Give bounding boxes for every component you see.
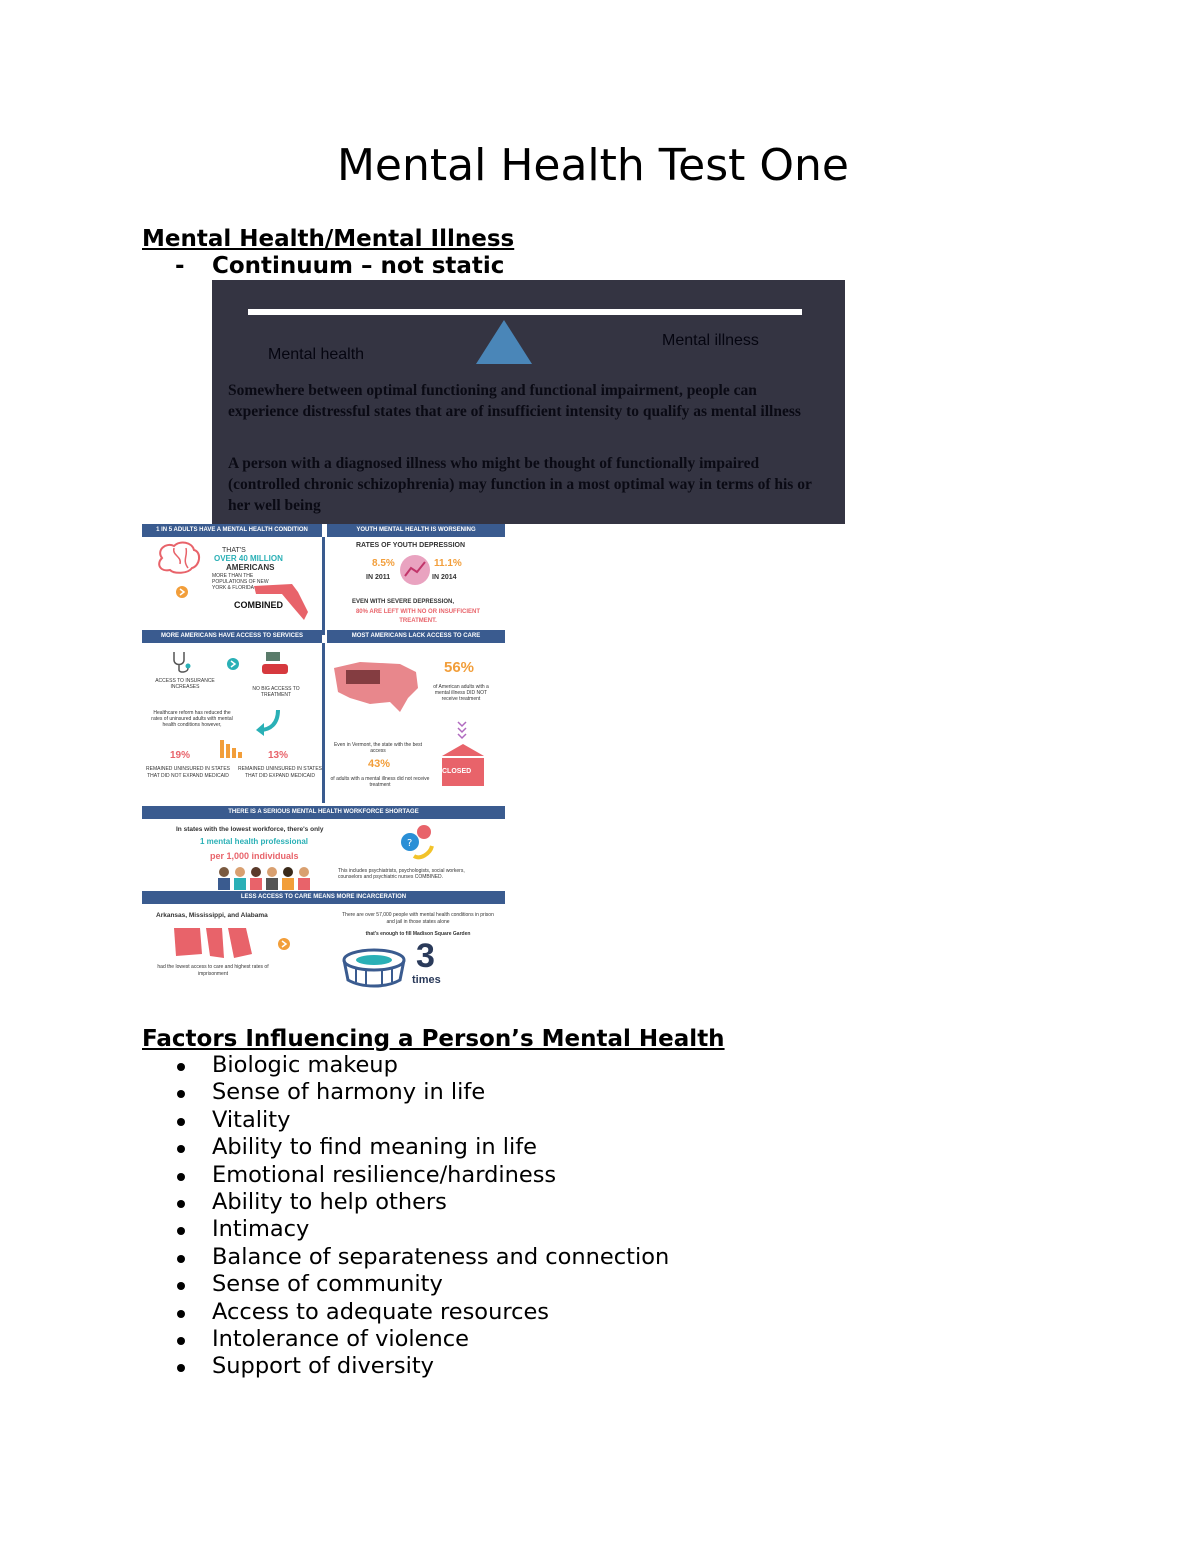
dash-bullet: - [175,253,185,279]
column-divider [322,537,325,635]
band-access: MORE AMERICANS HAVE ACCESS TO SERVICES [142,630,322,643]
pct-43-text: of adults with a mental illness did not receive treatment [330,776,430,788]
us-map-icon [330,658,422,720]
rates-title: RATES OF YOUTH DEPRESSION [356,542,466,549]
pct-43: 43% [368,758,391,770]
list-item: Sense of harmony in life [175,1079,669,1106]
continuum-paragraph-1: Somewhere between optimal functioning and functional impairment, people can experience distressful states that are of insufficient intensity to qualify as mental illness [228,382,801,420]
incarceration-text: There are over 57,000 people with mental health conditions in prison and jail in those states alone [342,912,494,925]
list-item: Vitality [175,1107,669,1134]
mental-health-infographic [142,524,505,990]
no-access-text: NO BIG ACCESS TO TREATMENT [252,686,300,698]
thats-text: THAT'S [222,547,246,554]
over-40-million: OVER 40 MILLION [214,554,283,563]
band-youth: YOUTH MENTAL HEALTH IS WORSENING [327,524,505,537]
untreated-text: 80% ARE LEFT WITH NO OR INSUFFICIENT TREATMENT. [355,609,481,624]
list-item: Biologic makeup [175,1052,669,1079]
continuum-label: Continuum – not static [212,253,505,279]
states-note: had the lowest access to care and highest rates of imprisonment [157,964,269,977]
band-lack-access: MOST AMERICANS LACK ACCESS TO CARE [327,630,505,643]
rate-2011: 8.5% [372,558,395,569]
list-item: Support of diversity [175,1353,669,1380]
rate-2014-year: IN 2014 [432,574,457,581]
florida-map-icon [252,582,312,622]
arrow-circle-icon [278,938,290,950]
three-number: 3 [416,937,435,975]
band-workforce: THERE IS A SERIOUS MENTAL HEALTH WORKFORCE SHORTAGE [142,806,505,819]
states-text: Arkansas, Mississippi, and Alabama [156,912,268,919]
pct-13: 13% [268,750,289,761]
brain-icon [154,540,202,576]
severe-text: EVEN WITH SEVERE DEPRESSION, [352,599,455,605]
people-group-icon [214,864,314,890]
best-access-text: Even in Vermont, the state with the best access [333,742,423,754]
rate-2011-year: IN 2011 [366,574,391,581]
list-item: Sense of community [175,1271,669,1298]
list-item: Emotional resilience/hardiness [175,1162,669,1189]
includes-text: This includes psychiatrists, psychologists, social workers, counselors and psychiatric nurses COMBINED. [338,868,465,880]
more-than-text: MORE THAN THE POPULATIONS OF NEW YORK & FLORIDA [212,573,269,591]
per-1000-text: per 1,000 individuals [210,851,299,861]
continuum-slide [212,280,845,524]
trend-up-icon [399,554,431,586]
band-adults: 1 IN 5 ADULTS HAVE A MENTAL HEALTH CONDITION [142,524,322,537]
stadium-icon [342,942,406,988]
continuum-paragraph-2: A person with a diagnosed illness who might be thought of functionally impaired (controlled chronic schizophrenia) may function in a most optimal way in terms of his or her well being [228,455,812,514]
section-heading-mental-health: Mental Health/Mental Illness [142,226,515,252]
factors-list [175,1052,669,1381]
arrow-circle-icon [176,586,188,598]
fulcrum-triangle-icon [474,318,534,366]
rate-2014: 11.1% [434,558,462,569]
pct-56: 56% [444,659,475,676]
closed-sign-icon [438,742,488,788]
mental-illness-label: Mental illness [662,332,759,349]
pct-19-text: REMAINED UNINSURED IN STATES THAT DID NOT EXPAND MEDICAID [146,766,230,779]
msg-text: that's enough to fill Madison Square Garden [365,931,471,937]
bar-chart-icon [218,736,248,760]
continuum-bar [248,309,802,315]
document-title: Mental Health Test One [336,140,850,191]
workforce-line: In states with the lowest workforce, there's only [176,826,324,833]
list-item: Access to adequate resources [175,1299,669,1326]
continuum-list-item [175,253,504,279]
pct-56-text: of American adults with a mental illness DID NOT receive treatment [433,684,489,702]
list-item: Ability to find meaning in life [175,1134,669,1161]
curved-arrow-icon [254,708,282,736]
pct-19: 19% [170,750,191,761]
list-item: Intimacy [175,1216,669,1243]
stethoscope-icon [170,650,192,674]
combined-text: COMBINED [234,600,283,610]
band-incarceration: LESS ACCESS TO CARE MEANS MORE INCARCERATION [142,891,505,904]
times-text: times [412,974,441,986]
southern-states-map-icon [170,924,256,960]
section-heading-factors: Factors Influencing a Person’s Mental Health [142,1026,725,1052]
chevron-down-icon [456,720,468,740]
closed-text: CLOSED [442,768,472,775]
arrow-circle-icon [227,658,239,670]
mental-health-label: Mental health [268,346,365,363]
reform-note: Healthcare reform has reduced the rates of uninsured adults with mental health conditions however, [151,710,233,728]
americans-text: AMERICANS [226,563,275,572]
access-insurance-text: ACCESS TO INSURANCE INCREASES [155,678,215,690]
professional-text: 1 mental health professional [200,837,309,846]
list-item: Balance of separateness and connection [175,1244,669,1271]
column-divider [322,643,325,803]
pct-13-text: REMAINED UNINSURED IN STATES THAT DID EXPAND MEDICAID [238,766,322,779]
list-item: Ability to help others [175,1189,669,1216]
svg-text:?: ? [407,838,413,849]
phone-question-icon [400,824,436,862]
list-item: Intolerance of violence [175,1326,669,1353]
couch-icon [260,650,290,678]
